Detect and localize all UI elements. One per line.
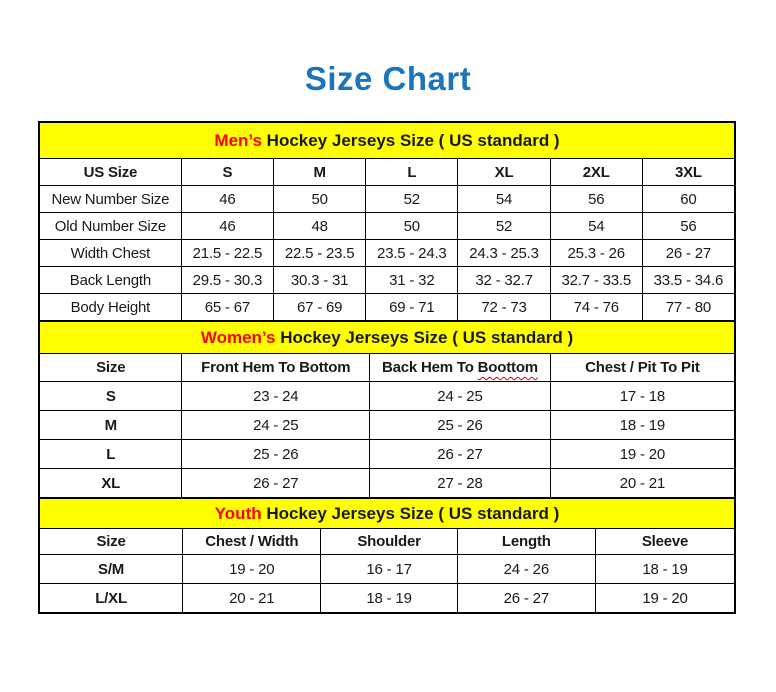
- size-value: 27 - 28: [370, 469, 551, 498]
- size-value: 20 - 21: [183, 584, 321, 613]
- table-row: [40, 382, 735, 411]
- youth-header-row: [40, 529, 735, 555]
- row-label: New Number Size: [40, 186, 182, 213]
- size-value: 56: [550, 186, 642, 213]
- size-value: 31 - 32: [366, 267, 458, 294]
- col-header: 3XL: [642, 159, 734, 186]
- size-value: 32.7 - 33.5: [550, 267, 642, 294]
- youth-section-heading: [40, 499, 735, 529]
- womens-section-band: [40, 322, 735, 354]
- col-header: Chest / Pit To Pit: [550, 354, 734, 382]
- size-value: 26 - 27: [457, 584, 595, 613]
- table-row: [40, 440, 735, 469]
- mens-section-heading: [40, 123, 735, 159]
- table-row: [40, 186, 735, 213]
- size-value: 25 - 26: [182, 440, 370, 469]
- col-header: Shoulder: [321, 529, 457, 555]
- mens-section-band: [40, 123, 735, 159]
- size-value: 19 - 20: [550, 440, 734, 469]
- womens-heading-rest: Hockey Jerseys Size ( US standard ): [275, 327, 574, 347]
- col-header-back-hem: [370, 354, 551, 382]
- womens-size-table: [39, 321, 735, 498]
- size-value: 30.3 - 31: [273, 267, 365, 294]
- col-header: 2XL: [550, 159, 642, 186]
- table-row: [40, 411, 735, 440]
- size-value: 26 - 27: [642, 240, 734, 267]
- row-label: S: [40, 382, 182, 411]
- size-value: 46: [181, 186, 273, 213]
- size-value: 25.3 - 26: [550, 240, 642, 267]
- size-value: 17 - 18: [550, 382, 734, 411]
- table-row: [40, 555, 735, 584]
- size-value: 52: [458, 213, 550, 240]
- size-value: 65 - 67: [181, 294, 273, 321]
- back-hem-typo-word: Boottom: [477, 359, 538, 376]
- youth-size-table: [39, 498, 735, 613]
- table-row: [40, 240, 735, 267]
- size-value: 24 - 25: [182, 411, 370, 440]
- col-header: L: [366, 159, 458, 186]
- row-label: Body Height: [40, 294, 182, 321]
- mens-heading-rest: Hockey Jerseys Size ( US standard ): [261, 130, 560, 150]
- womens-section-heading: [40, 322, 735, 354]
- size-value: 52: [366, 186, 458, 213]
- youth-section-band: [40, 499, 735, 529]
- mens-size-table: [39, 122, 735, 321]
- size-chart-tables: [38, 121, 736, 614]
- col-header: Sleeve: [595, 529, 734, 555]
- size-value: 22.5 - 23.5: [273, 240, 365, 267]
- mens-heading-highlight: Men’s: [214, 130, 262, 150]
- size-value: 60: [642, 186, 734, 213]
- row-label: S/M: [40, 555, 183, 584]
- size-value: 77 - 80: [642, 294, 734, 321]
- size-value: 50: [273, 186, 365, 213]
- size-value: 56: [642, 213, 734, 240]
- col-header: US Size: [40, 159, 182, 186]
- col-header: Chest / Width: [183, 529, 321, 555]
- size-value: 74 - 76: [550, 294, 642, 321]
- col-header: XL: [458, 159, 550, 186]
- size-value: 24 - 25: [370, 382, 551, 411]
- page-title: Size Chart: [304, 60, 472, 97]
- size-value: 19 - 20: [595, 584, 734, 613]
- size-value: 26 - 27: [370, 440, 551, 469]
- size-value: 48: [273, 213, 365, 240]
- womens-header-row: [40, 354, 735, 382]
- size-value: 24 - 26: [457, 555, 595, 584]
- col-header: S: [181, 159, 273, 186]
- table-row: [40, 294, 735, 321]
- size-value: 29.5 - 30.3: [181, 267, 273, 294]
- col-header: Length: [457, 529, 595, 555]
- table-row: [40, 267, 735, 294]
- size-value: 18 - 19: [550, 411, 734, 440]
- row-label: XL: [40, 469, 182, 498]
- row-label: Old Number Size: [40, 213, 182, 240]
- size-value: 32 - 32.7: [458, 267, 550, 294]
- size-value: 54: [458, 186, 550, 213]
- row-label: M: [40, 411, 182, 440]
- size-value: 69 - 71: [366, 294, 458, 321]
- size-value: 54: [550, 213, 642, 240]
- youth-heading-highlight: Youth: [214, 503, 262, 523]
- size-value: 20 - 21: [550, 469, 734, 498]
- size-value: 67 - 69: [273, 294, 365, 321]
- col-header: Size: [40, 529, 183, 555]
- table-row: [40, 584, 735, 613]
- table-row: [40, 469, 735, 498]
- size-value: 23 - 24: [182, 382, 370, 411]
- youth-heading-rest: Hockey Jerseys Size ( US standard ): [261, 503, 560, 523]
- size-value: 25 - 26: [370, 411, 551, 440]
- col-header: Front Hem To Bottom: [182, 354, 370, 382]
- col-header: Size: [40, 354, 182, 382]
- size-value: 46: [181, 213, 273, 240]
- size-value: 21.5 - 22.5: [181, 240, 273, 267]
- size-value: 18 - 19: [595, 555, 734, 584]
- col-header: M: [273, 159, 365, 186]
- size-value: 26 - 27: [182, 469, 370, 498]
- size-value: 16 - 17: [321, 555, 457, 584]
- womens-heading-highlight: Women’s: [200, 327, 276, 347]
- back-hem-prefix: Back Hem To: [381, 359, 474, 376]
- size-value: 23.5 - 24.3: [366, 240, 458, 267]
- row-label: Back Length: [40, 267, 182, 294]
- row-label: L/XL: [40, 584, 183, 613]
- mens-header-row: [40, 159, 735, 186]
- row-label: Width Chest: [40, 240, 182, 267]
- size-value: 24.3 - 25.3: [458, 240, 550, 267]
- row-label: L: [40, 440, 182, 469]
- size-value: 33.5 - 34.6: [642, 267, 734, 294]
- size-value: 72 - 73: [458, 294, 550, 321]
- size-value: 50: [366, 213, 458, 240]
- table-row: [40, 213, 735, 240]
- size-value: 18 - 19: [321, 584, 457, 613]
- size-value: 19 - 20: [183, 555, 321, 584]
